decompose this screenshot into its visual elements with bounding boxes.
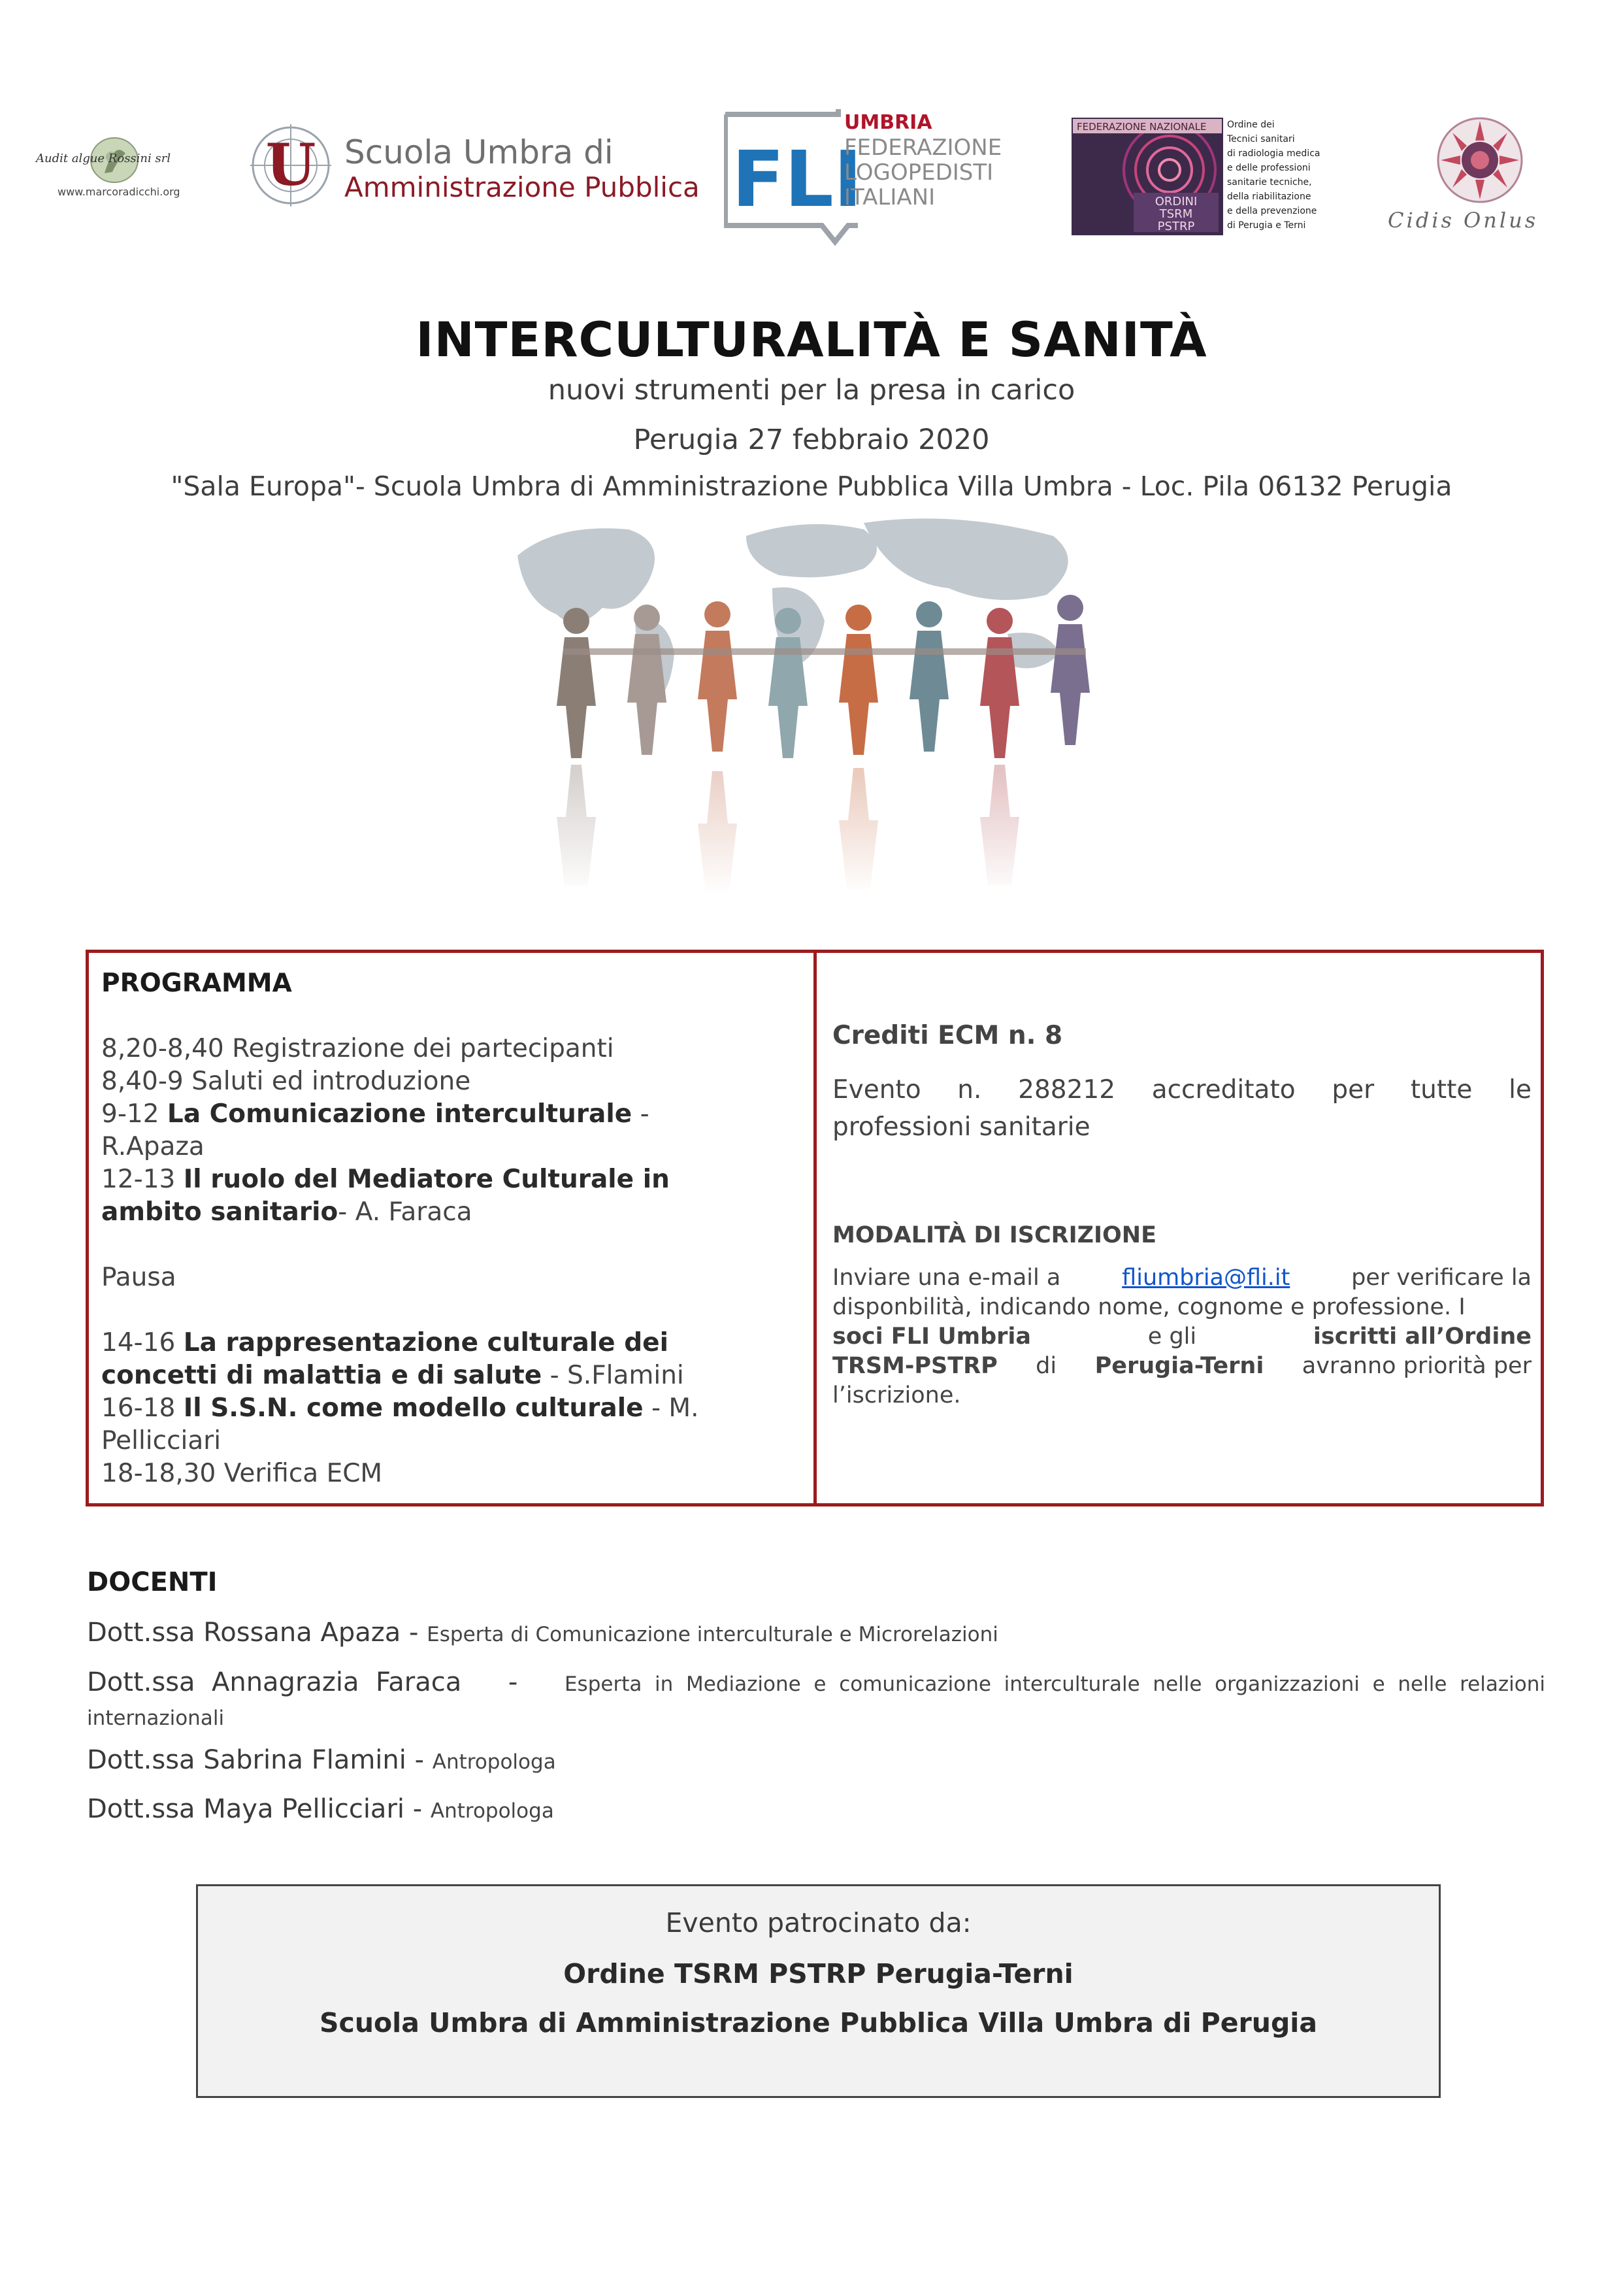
logo-ordine-line: Ordine dei	[1227, 120, 1275, 130]
programme-pause: Pausa	[101, 1263, 176, 1292]
credits-word: Evento	[832, 1075, 921, 1105]
docente-role-continuation: internazionali	[87, 1706, 225, 1730]
programme-item: 16-18 Il S.S.N. come modello culturale - M.	[101, 1393, 699, 1423]
logo-audit-url: www.marcoradicchi.org	[57, 186, 180, 198]
credits-line1	[832, 1075, 1532, 1105]
logo-ordine-line: della riabilitazione	[1227, 191, 1311, 202]
docente-role: Antropologa	[432, 1750, 556, 1774]
logo-ordine-line: Tecnici sanitari	[1227, 134, 1295, 144]
logo-fli-line1: FEDERAZIONE	[844, 135, 1002, 161]
docente-role: Antropologa	[430, 1799, 554, 1823]
docente-item: Dott.ssa Maya Pellicciari - Antropologa	[87, 1794, 554, 1824]
docente-role: Esperta di Comunicazione interculturale e Microrelazioni	[427, 1623, 998, 1646]
programme-heading: PROGRAMMA	[101, 969, 292, 998]
registration-bold: Perugia-Terni	[1094, 1353, 1264, 1379]
docenti-heading: DOCENTI	[87, 1567, 218, 1597]
credits-word: le	[1509, 1075, 1532, 1105]
programme-item: 9-12 La Comunicazione interculturale -	[101, 1099, 649, 1129]
page-title: INTERCULTURALITÀ E SANITÀ	[416, 312, 1207, 368]
programme-box-divider	[813, 950, 817, 1506]
credits-line2: professioni sanitarie	[832, 1112, 1090, 1142]
programme-item: ambito sanitario- A. Faraca	[101, 1197, 472, 1227]
fli-acronym: FLI	[732, 134, 862, 224]
registration-line5: l’iscrizione.	[832, 1382, 961, 1408]
docente-name: Dott.ssa Rossana Apaza	[87, 1618, 401, 1648]
logo-ordine-lines	[1227, 118, 1320, 233]
programme-item: 8,40-9 Saluti ed introduzione	[101, 1067, 471, 1096]
registration-text: per verificare la	[1351, 1265, 1532, 1291]
registration-heading: MODALITÀ DI ISCRIZIONE	[832, 1222, 1156, 1248]
hero-world-map-figures-image	[498, 510, 1125, 895]
docente-name: Dott.ssa Maya Pellicciari	[87, 1794, 404, 1824]
programme-item: 18-18,30 Verifica ECM	[101, 1459, 383, 1488]
docente-item: Dott.ssa Rossana Apaza - Esperta di Comunicazione interculturale e Microrelazioni	[87, 1618, 998, 1648]
logo-ordine-line: di radiologia medica	[1227, 148, 1320, 159]
registration-bold: iscritti all’Ordine	[1313, 1323, 1532, 1350]
registration-text: di	[1036, 1353, 1057, 1379]
registration-line2: disponbilità, indicando nome, cognome e professione. I	[832, 1294, 1466, 1320]
ordine-box-line1: ORDINI	[1155, 195, 1198, 208]
patron-org-scuola: Scuola Umbra di Amministrazione Pubblica Villa Umbra di Perugia	[319, 2007, 1318, 2038]
programme-item: 14-16 La rappresentazione culturale dei	[101, 1328, 668, 1357]
scuola-umbra-monogram-icon	[245, 123, 336, 208]
credits-heading: Crediti ECM n. 8	[832, 1021, 1063, 1050]
logo-ordine-line: sanitarie tecniche,	[1227, 177, 1312, 188]
programme-item: Pellicciari	[101, 1426, 221, 1456]
registration-email-link[interactable]: fliumbria@fli.it	[1122, 1265, 1290, 1291]
docente-name: Dott.ssa Sabrina Flamini	[87, 1745, 406, 1775]
logo-fli-umbria: UMBRIA	[844, 111, 932, 134]
logo-ordine-line: e delle professioni	[1227, 163, 1311, 173]
programme-item: concetti di malattia e di salute - S.Flamini	[101, 1361, 684, 1390]
credits-word: tutte	[1410, 1075, 1473, 1105]
logo-ordine-line: di Perugia e Terni	[1227, 220, 1306, 231]
logo-cidis-name: Cidis Onlus	[1388, 208, 1539, 233]
programme-item: 8,20-8,40 Registrazione dei partecipanti	[101, 1034, 614, 1063]
registration-line1	[832, 1265, 1532, 1291]
registration-text: avranno priorità per	[1302, 1353, 1532, 1379]
docente-item: Dott.ssa Annagrazia Faraca - Esperta in Mediazione e comunicazione interculturale nelle organizzazioni e nelle relazioni	[87, 1667, 1545, 1697]
event-venue: "Sala Europa"- Scuola Umbra di Amministrazione Pubblica Villa Umbra - Loc. Pila 06132 Perugia	[171, 471, 1452, 502]
logo-scuola-umbra-line2: Amministrazione Pubblica	[344, 171, 700, 203]
docente-name: Dott.ssa Annagrazia Faraca	[87, 1667, 462, 1697]
registration-line3	[832, 1323, 1532, 1350]
registration-bold: TRSM-PSTRP	[832, 1353, 998, 1379]
logo-audit-script: Audit algue Rossini srl	[36, 152, 171, 165]
page-subtitle: nuovi strumenti per la presa in carico	[548, 374, 1075, 407]
ordine-box-line3: PSTRP	[1157, 220, 1195, 233]
patron-org-ordine: Ordine TSRM PSTRP Perugia-Terni	[563, 1958, 1074, 1989]
docente-role: Esperta in Mediazione e comunicazione interculturale nelle organizzazioni e nelle relazioni	[564, 1672, 1545, 1696]
registration-text: Inviare una e-mail a	[832, 1265, 1061, 1291]
programme-item: R.Apaza	[101, 1132, 205, 1161]
docente-item: Dott.ssa Sabrina Flamini - Antropologa	[87, 1745, 556, 1775]
ordine-box-line2: TSRM	[1159, 207, 1193, 221]
logo-fli-line3: ITALIANI	[844, 184, 936, 210]
credits-word: 288212	[1018, 1075, 1116, 1105]
credits-word: accreditato	[1151, 1075, 1296, 1105]
ordine-banner-text: FEDERAZIONE NAZIONALE	[1077, 121, 1207, 133]
ordine-tsrm-emblem-icon	[1072, 118, 1223, 235]
registration-bold: soci FLI Umbria	[832, 1323, 1032, 1350]
logo-ordine-line: e della prevenzione	[1227, 206, 1317, 216]
logo-scuola-umbra-line1: Scuola Umbra di	[344, 133, 614, 171]
patron-intro: Evento patrocinato da:	[665, 1907, 972, 1938]
credits-word: per	[1332, 1075, 1375, 1105]
scuola-umbra-monogram-letter: U	[265, 131, 316, 199]
cidis-sun-icon	[1431, 114, 1529, 206]
event-date: Perugia 27 febbraio 2020	[633, 424, 990, 456]
credits-word: n.	[957, 1075, 982, 1105]
registration-text: e gli	[1147, 1323, 1197, 1350]
registration-line4	[832, 1353, 1532, 1379]
logo-fli-line2: LOGOPEDISTI	[844, 159, 994, 186]
programme-item: 12-13 Il ruolo del Mediatore Culturale in	[101, 1165, 670, 1194]
